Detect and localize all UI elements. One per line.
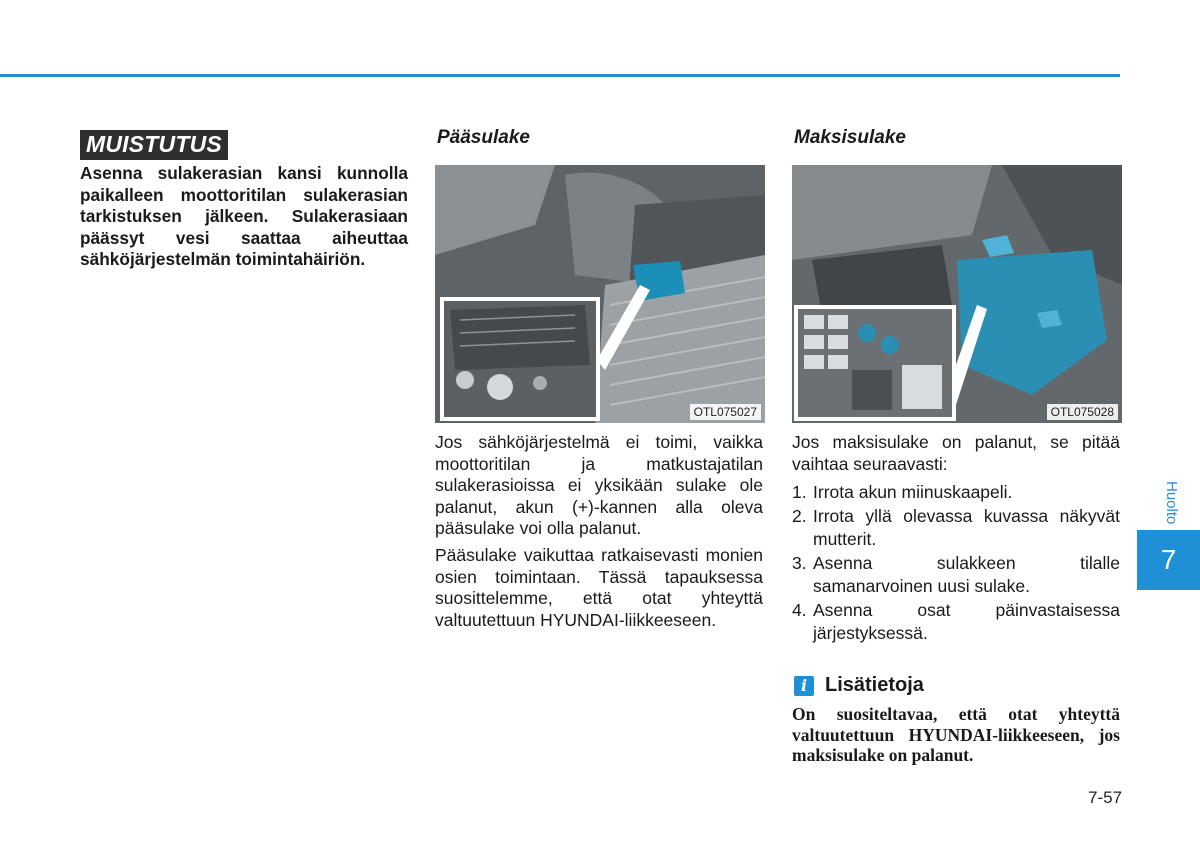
step-item: 1. Irrota akun miinuskaapeli. [792,482,1013,502]
main-fuse-paragraph-2: Pääsulake vaikuttaa ratkaisevasti monien osien toimintaan. Tässä tapauksessa suosittelemme, että otat yhteyttä valtuutettuun HYUNDAI-liikkeeseen. [435,545,763,630]
chapter-tab: 7 [1137,530,1200,590]
figure-code: OTL075028 [1047,404,1118,420]
maxi-fuse-intro: Jos maksisulake on palanut, se pitää vaihtaa seuraavasti: [792,432,1120,474]
info-title: Lisätietoja [825,674,924,696]
main-fuse-paragraph-1: Jos sähköjärjestelmä ei toimi, vaikka moottoritilan ja matkustajatilan sulakerasioissa ei yksikään sulake ole palanut, akun (+)-kannen alla oleva pääsulake voi olla palanut. [435,432,763,538]
page-number: 7-57 [1088,788,1123,807]
fuse-box-illustration [792,165,1122,423]
maxi-fuse-heading: Maksisulake [794,127,906,148]
info-header [794,674,924,697]
figure-code: OTL075027 [690,404,761,420]
main-fuse-figure [435,165,765,423]
header-rule [0,74,1120,77]
engine-bay-illustration [435,165,765,423]
replacement-steps [792,481,1120,646]
maxi-fuse-figure [792,165,1122,423]
info-text: On suositeltavaa, että otat yhteyttä valtuutettuun HYUNDAI-liikkeeseen, jos maksisulake on palanut. [792,704,1120,765]
step-item: 4. Asenna osat päinvastaisessa järjestyksessä. [792,600,1120,643]
info-icon: i [794,676,814,696]
section-label: Huolto [1163,480,1180,525]
main-fuse-heading: Pääsulake [437,127,530,148]
step-item: 2. Irrota yllä olevassa kuvassa näkyvät mutterit. [792,506,1120,549]
caution-text: Asenna sulakerasian kansi kunnolla paikalleen moottoritilan sulakerasian tarkistuksen jälkeen. Sulakerasiaan päässyt vesi saattaa aiheuttaa sähköjärjestelmän toimintahäiriön. [80,163,408,269]
step-item: 3. Asenna sulakkeen tilalle samanarvoinen uusi sulake. [792,553,1120,596]
caution-label: MUISTUTUS [80,130,228,160]
